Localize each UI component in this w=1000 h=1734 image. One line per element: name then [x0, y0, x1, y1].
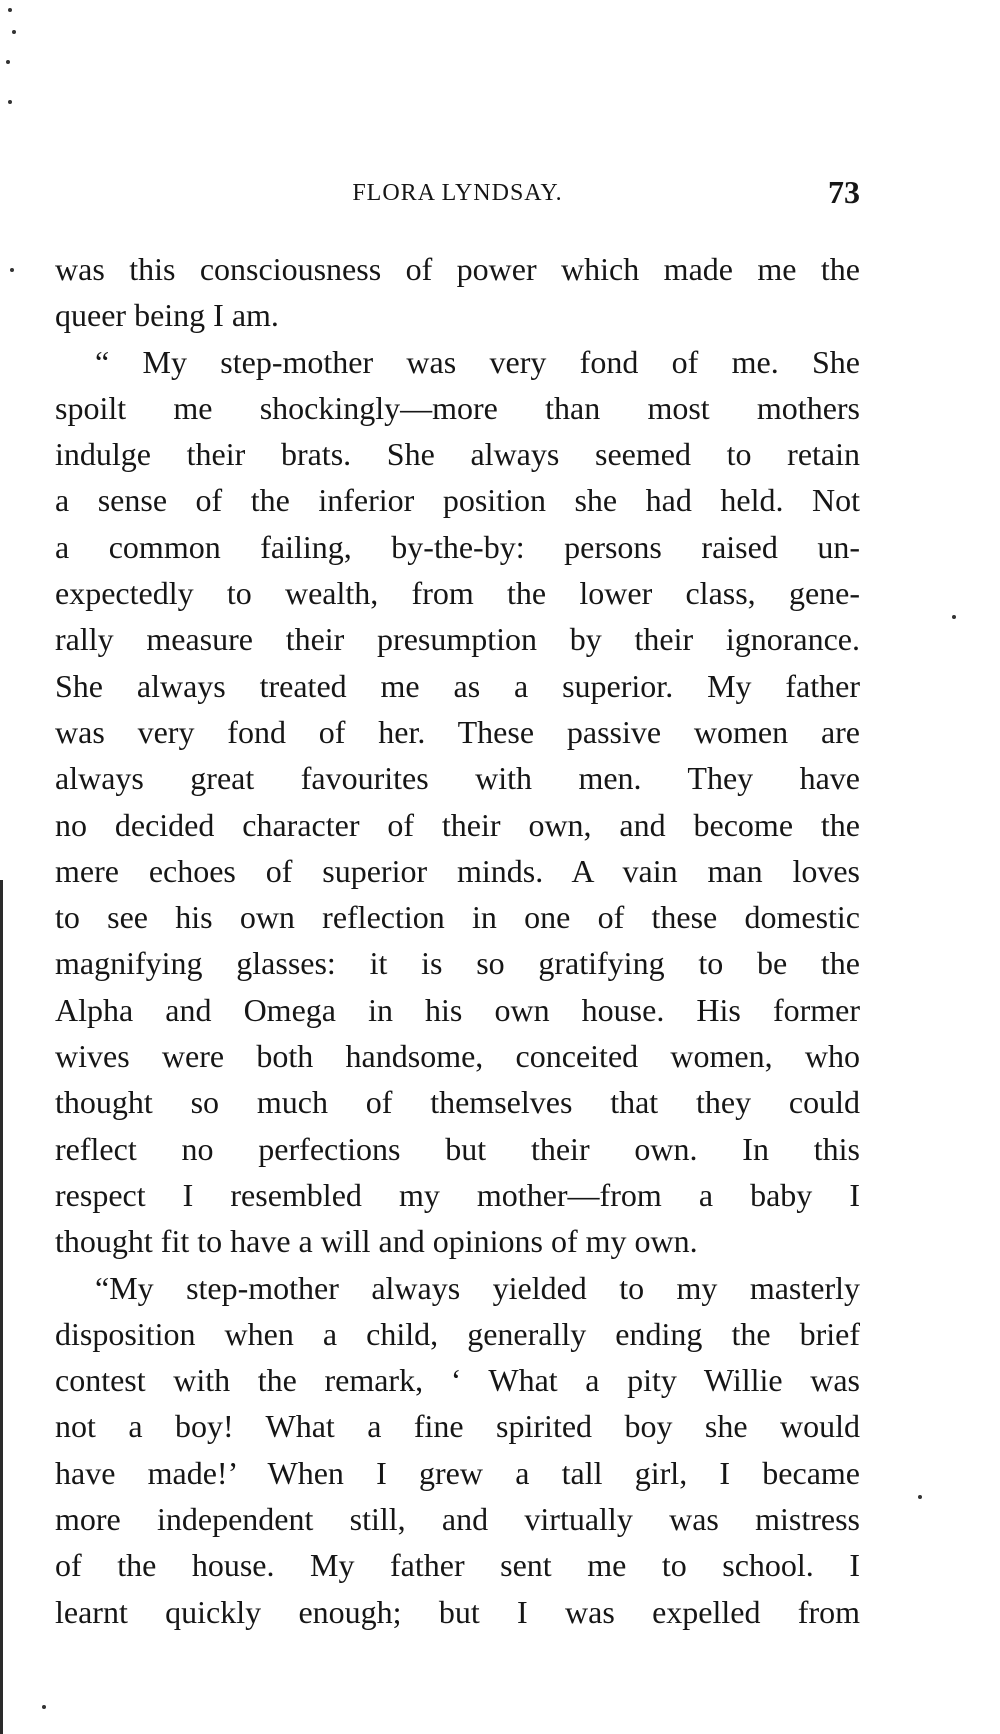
text-line: reflect no perfections but their own. In this [55, 1130, 860, 1167]
text-line: disposition when a child, generally ending the brief [55, 1315, 860, 1352]
text-line: rally measure their presumption by their ignorance. [55, 621, 860, 658]
text-line: She always treated me as a superior. My father [55, 667, 860, 704]
scan-speck [8, 100, 12, 104]
scan-speck [42, 1705, 46, 1709]
text-line: a sense of the inferior position she had held. Not [55, 482, 860, 519]
scan-speck [6, 60, 10, 64]
text-line: mere echoes of superior minds. A vain man loves [55, 852, 860, 889]
text-line: of the house. My father sent me to school. I [55, 1547, 860, 1584]
text-line: was very fond of her. These passive women are [55, 713, 860, 750]
body-text [55, 246, 860, 1635]
page-number: 73 [828, 174, 860, 210]
text-line: more independent still, and virtually was mistress [55, 1501, 860, 1538]
text-line: expectedly to wealth, from the lower class, gene- [55, 575, 860, 612]
page-edge-shadow [0, 880, 3, 1734]
scan-speck [918, 1495, 922, 1499]
text-line: respect I resembled my mother—from a baby I [55, 1176, 860, 1213]
text-line: have made!’ When I grew a tall girl, I became [55, 1454, 860, 1491]
running-head [55, 174, 860, 214]
text-line: queer being I am. [55, 297, 279, 334]
text-line: thought fit to have a will and opinions of my own. [55, 1223, 698, 1260]
text-line: to see his own reflection in one of these domestic [55, 899, 860, 936]
text-line: learnt quickly enough; but I was expelled from [55, 1593, 860, 1630]
text-line: magnifying glasses: it is so gratifying to be the [55, 945, 860, 982]
text-line: always great favourites with men. They have [55, 760, 860, 797]
scan-speck [12, 30, 16, 34]
text-line: contest with the remark, ‘ What a pity Willie was [55, 1362, 860, 1399]
text-line: Alpha and Omega in his own house. His former [55, 991, 860, 1028]
text-line: no decided character of their own, and become the [55, 806, 860, 843]
scan-speck [10, 268, 14, 272]
text-line: wives were both handsome, conceited women, who [55, 1038, 860, 1075]
text-line: “ My step-mother was very fond of me. She [95, 343, 860, 380]
text-line: indulge their brats. She always seemed to retain [55, 436, 860, 473]
running-title: FLORA LYNDSAY. [352, 180, 563, 206]
text-line: a common failing, by-the-by: persons raised un- [55, 528, 860, 565]
scan-speck [952, 615, 956, 619]
text-line: “My step-mother always yielded to my masterly [95, 1269, 860, 1306]
text-line: thought so much of themselves that they could [55, 1084, 860, 1121]
text-line: was this consciousness of power which made me the [55, 251, 860, 287]
text-line: spoilt me shockingly—more than most mothers [55, 389, 860, 426]
scan-speck [8, 8, 12, 12]
text-line: not a boy! What a fine spirited boy she would [55, 1408, 860, 1445]
